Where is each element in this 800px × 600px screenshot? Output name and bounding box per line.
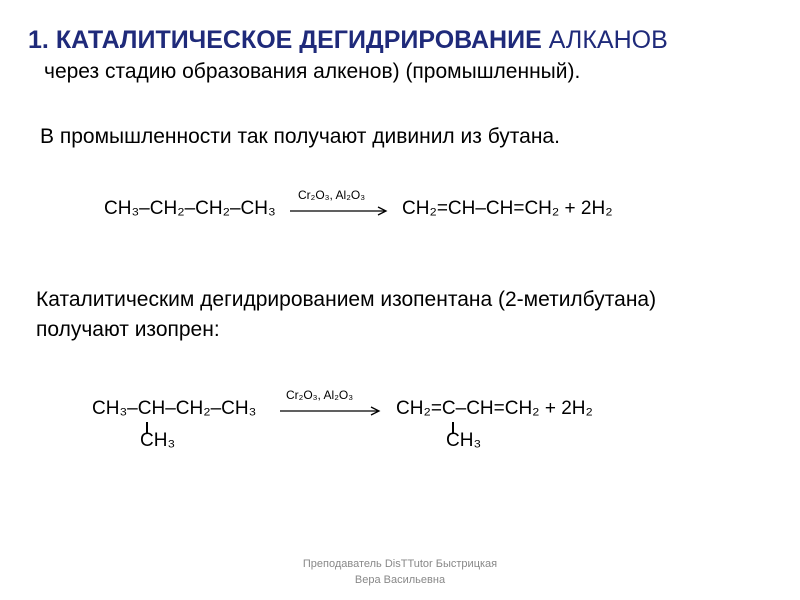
title-normal: АЛКАНОВ <box>548 26 668 54</box>
reaction1-product: CH₂=CH–CH=CH₂ + 2H₂ <box>402 198 613 219</box>
paragraph-isopentane-line1: Каталитическим дегидрированием изопентана (2-метилбутана) <box>36 288 657 311</box>
reaction2-reactant: CH₃–CH–CH₂–CH₃ <box>92 398 257 419</box>
reaction2-product: CH₂=C–CH=CH₂ + 2H₂ <box>396 398 593 419</box>
subtitle: через стадию образования алкенов) (промышленный). <box>44 60 581 83</box>
reaction2-product-branch: CH₃ <box>446 430 482 451</box>
reaction1-catalyst: Cr₂O₃, Al₂O₃ <box>298 188 366 202</box>
paragraph-butane: В промышленности так получают дивинил из бутана. <box>40 125 560 148</box>
reaction2-reactant-branch: CH₃ <box>140 430 176 451</box>
paragraph-isopentane-line2: получают изопрен: <box>36 318 220 341</box>
title-number: 1. <box>28 26 49 54</box>
title-bold: КАТАЛИТИЧЕСКОЕ ДЕГИДРИРОВАНИЕ <box>55 26 542 54</box>
reaction2-catalyst: Cr₂O₃, Al₂O₃ <box>286 388 354 402</box>
reaction1-reactant: CH₃–CH₂–CH₂–CH₃ <box>104 198 276 219</box>
reaction2-arrow <box>280 404 384 418</box>
reaction1-arrow <box>290 204 390 218</box>
footer-line2: Вера Васильевна <box>354 574 446 586</box>
footer-line1: Преподаватель DisTTutor Быстрицкая <box>302 558 498 570</box>
footer <box>0 556 800 588</box>
slide-title <box>28 26 668 55</box>
